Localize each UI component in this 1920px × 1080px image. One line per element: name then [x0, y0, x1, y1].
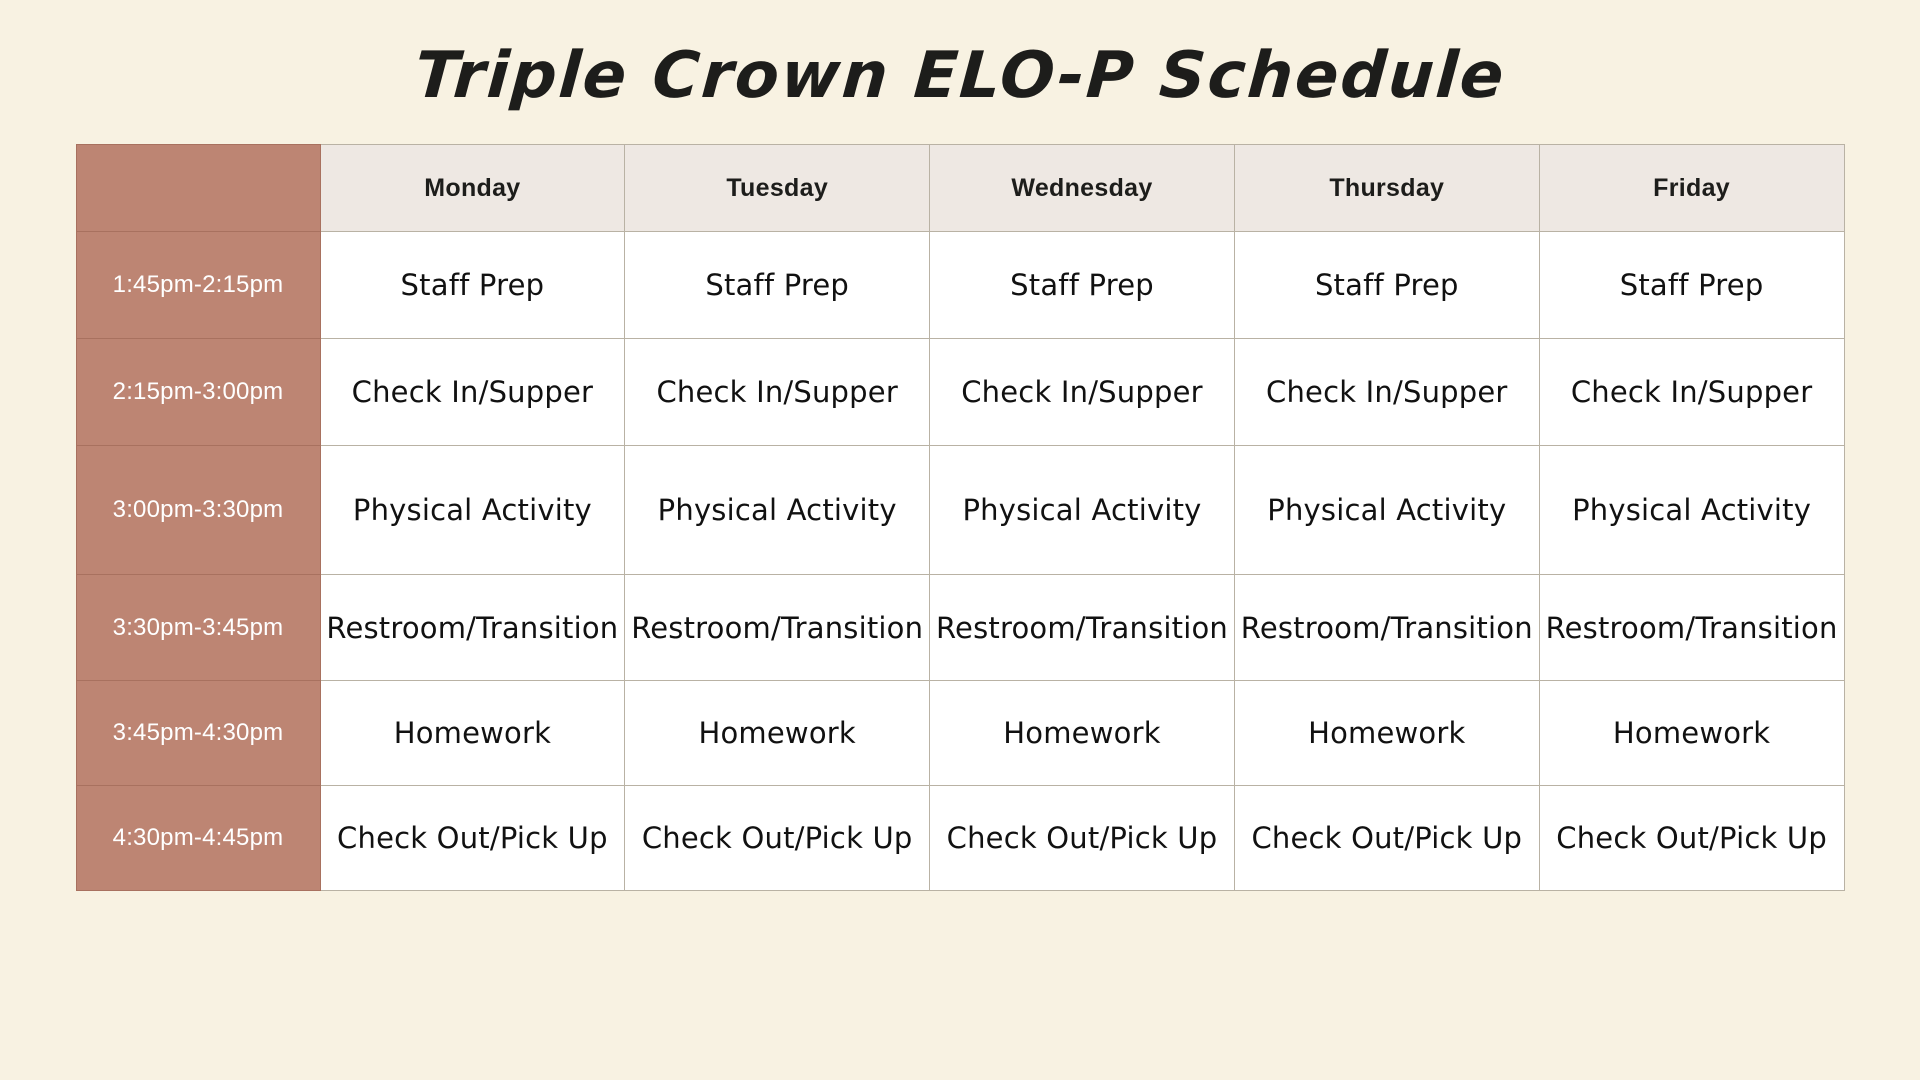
- activity-cell: Check In/Supper: [1539, 339, 1844, 446]
- time-slot-label: 2:15pm-3:00pm: [76, 339, 320, 446]
- table-row: [76, 232, 1844, 339]
- column-header-friday: Friday: [1539, 145, 1844, 232]
- activity-cell: Physical Activity: [1539, 446, 1844, 575]
- activity-cell: Restroom/Transition: [320, 575, 625, 681]
- time-slot-label: 3:30pm-3:45pm: [76, 575, 320, 681]
- corner-cell: [76, 145, 320, 232]
- activity-cell: Staff Prep: [320, 232, 625, 339]
- activity-cell: Staff Prep: [1539, 232, 1844, 339]
- activity-cell: Staff Prep: [625, 232, 930, 339]
- activity-cell: Check In/Supper: [1234, 339, 1539, 446]
- table-row: [76, 446, 1844, 575]
- activity-cell: Check Out/Pick Up: [1539, 786, 1844, 891]
- activity-cell: Restroom/Transition: [1539, 575, 1844, 681]
- activity-cell: Check Out/Pick Up: [930, 786, 1235, 891]
- column-header-thursday: Thursday: [1234, 145, 1539, 232]
- activity-cell: Check Out/Pick Up: [1234, 786, 1539, 891]
- column-header-monday: Monday: [320, 145, 625, 232]
- activity-cell: Check In/Supper: [930, 339, 1235, 446]
- time-slot-label: 3:45pm-4:30pm: [76, 681, 320, 786]
- activity-cell: Homework: [930, 681, 1235, 786]
- column-header-tuesday: Tuesday: [625, 145, 930, 232]
- table-row: [76, 575, 1844, 681]
- activity-cell: Check In/Supper: [320, 339, 625, 446]
- activity-cell: Physical Activity: [1234, 446, 1539, 575]
- activity-cell: Staff Prep: [1234, 232, 1539, 339]
- table-row: [76, 339, 1844, 446]
- schedule-table-body: [76, 232, 1844, 891]
- activity-cell: Homework: [320, 681, 625, 786]
- schedule-table: [76, 144, 1845, 891]
- schedule-container: [38, 144, 1883, 891]
- time-slot-label: 3:00pm-3:30pm: [76, 446, 320, 575]
- activity-cell: Homework: [625, 681, 930, 786]
- table-header-row: [76, 145, 1844, 232]
- activity-cell: Restroom/Transition: [625, 575, 930, 681]
- activity-cell: Check Out/Pick Up: [625, 786, 930, 891]
- table-row: [76, 786, 1844, 891]
- activity-cell: Homework: [1234, 681, 1539, 786]
- activity-cell: Physical Activity: [625, 446, 930, 575]
- activity-cell: Physical Activity: [930, 446, 1235, 575]
- activity-cell: Homework: [1539, 681, 1844, 786]
- schedule-table-head: [76, 145, 1844, 232]
- activity-cell: Restroom/Transition: [1234, 575, 1539, 681]
- activity-cell: Restroom/Transition: [930, 575, 1235, 681]
- activity-cell: Staff Prep: [930, 232, 1235, 339]
- activity-cell: Physical Activity: [320, 446, 625, 575]
- activity-cell: Check In/Supper: [625, 339, 930, 446]
- column-header-wednesday: Wednesday: [930, 145, 1235, 232]
- table-row: [76, 681, 1844, 786]
- time-slot-label: 4:30pm-4:45pm: [76, 786, 320, 891]
- time-slot-label: 1:45pm-2:15pm: [76, 232, 320, 339]
- activity-cell: Check Out/Pick Up: [320, 786, 625, 891]
- page-title: Triple Crown ELO-P Schedule: [412, 39, 1508, 113]
